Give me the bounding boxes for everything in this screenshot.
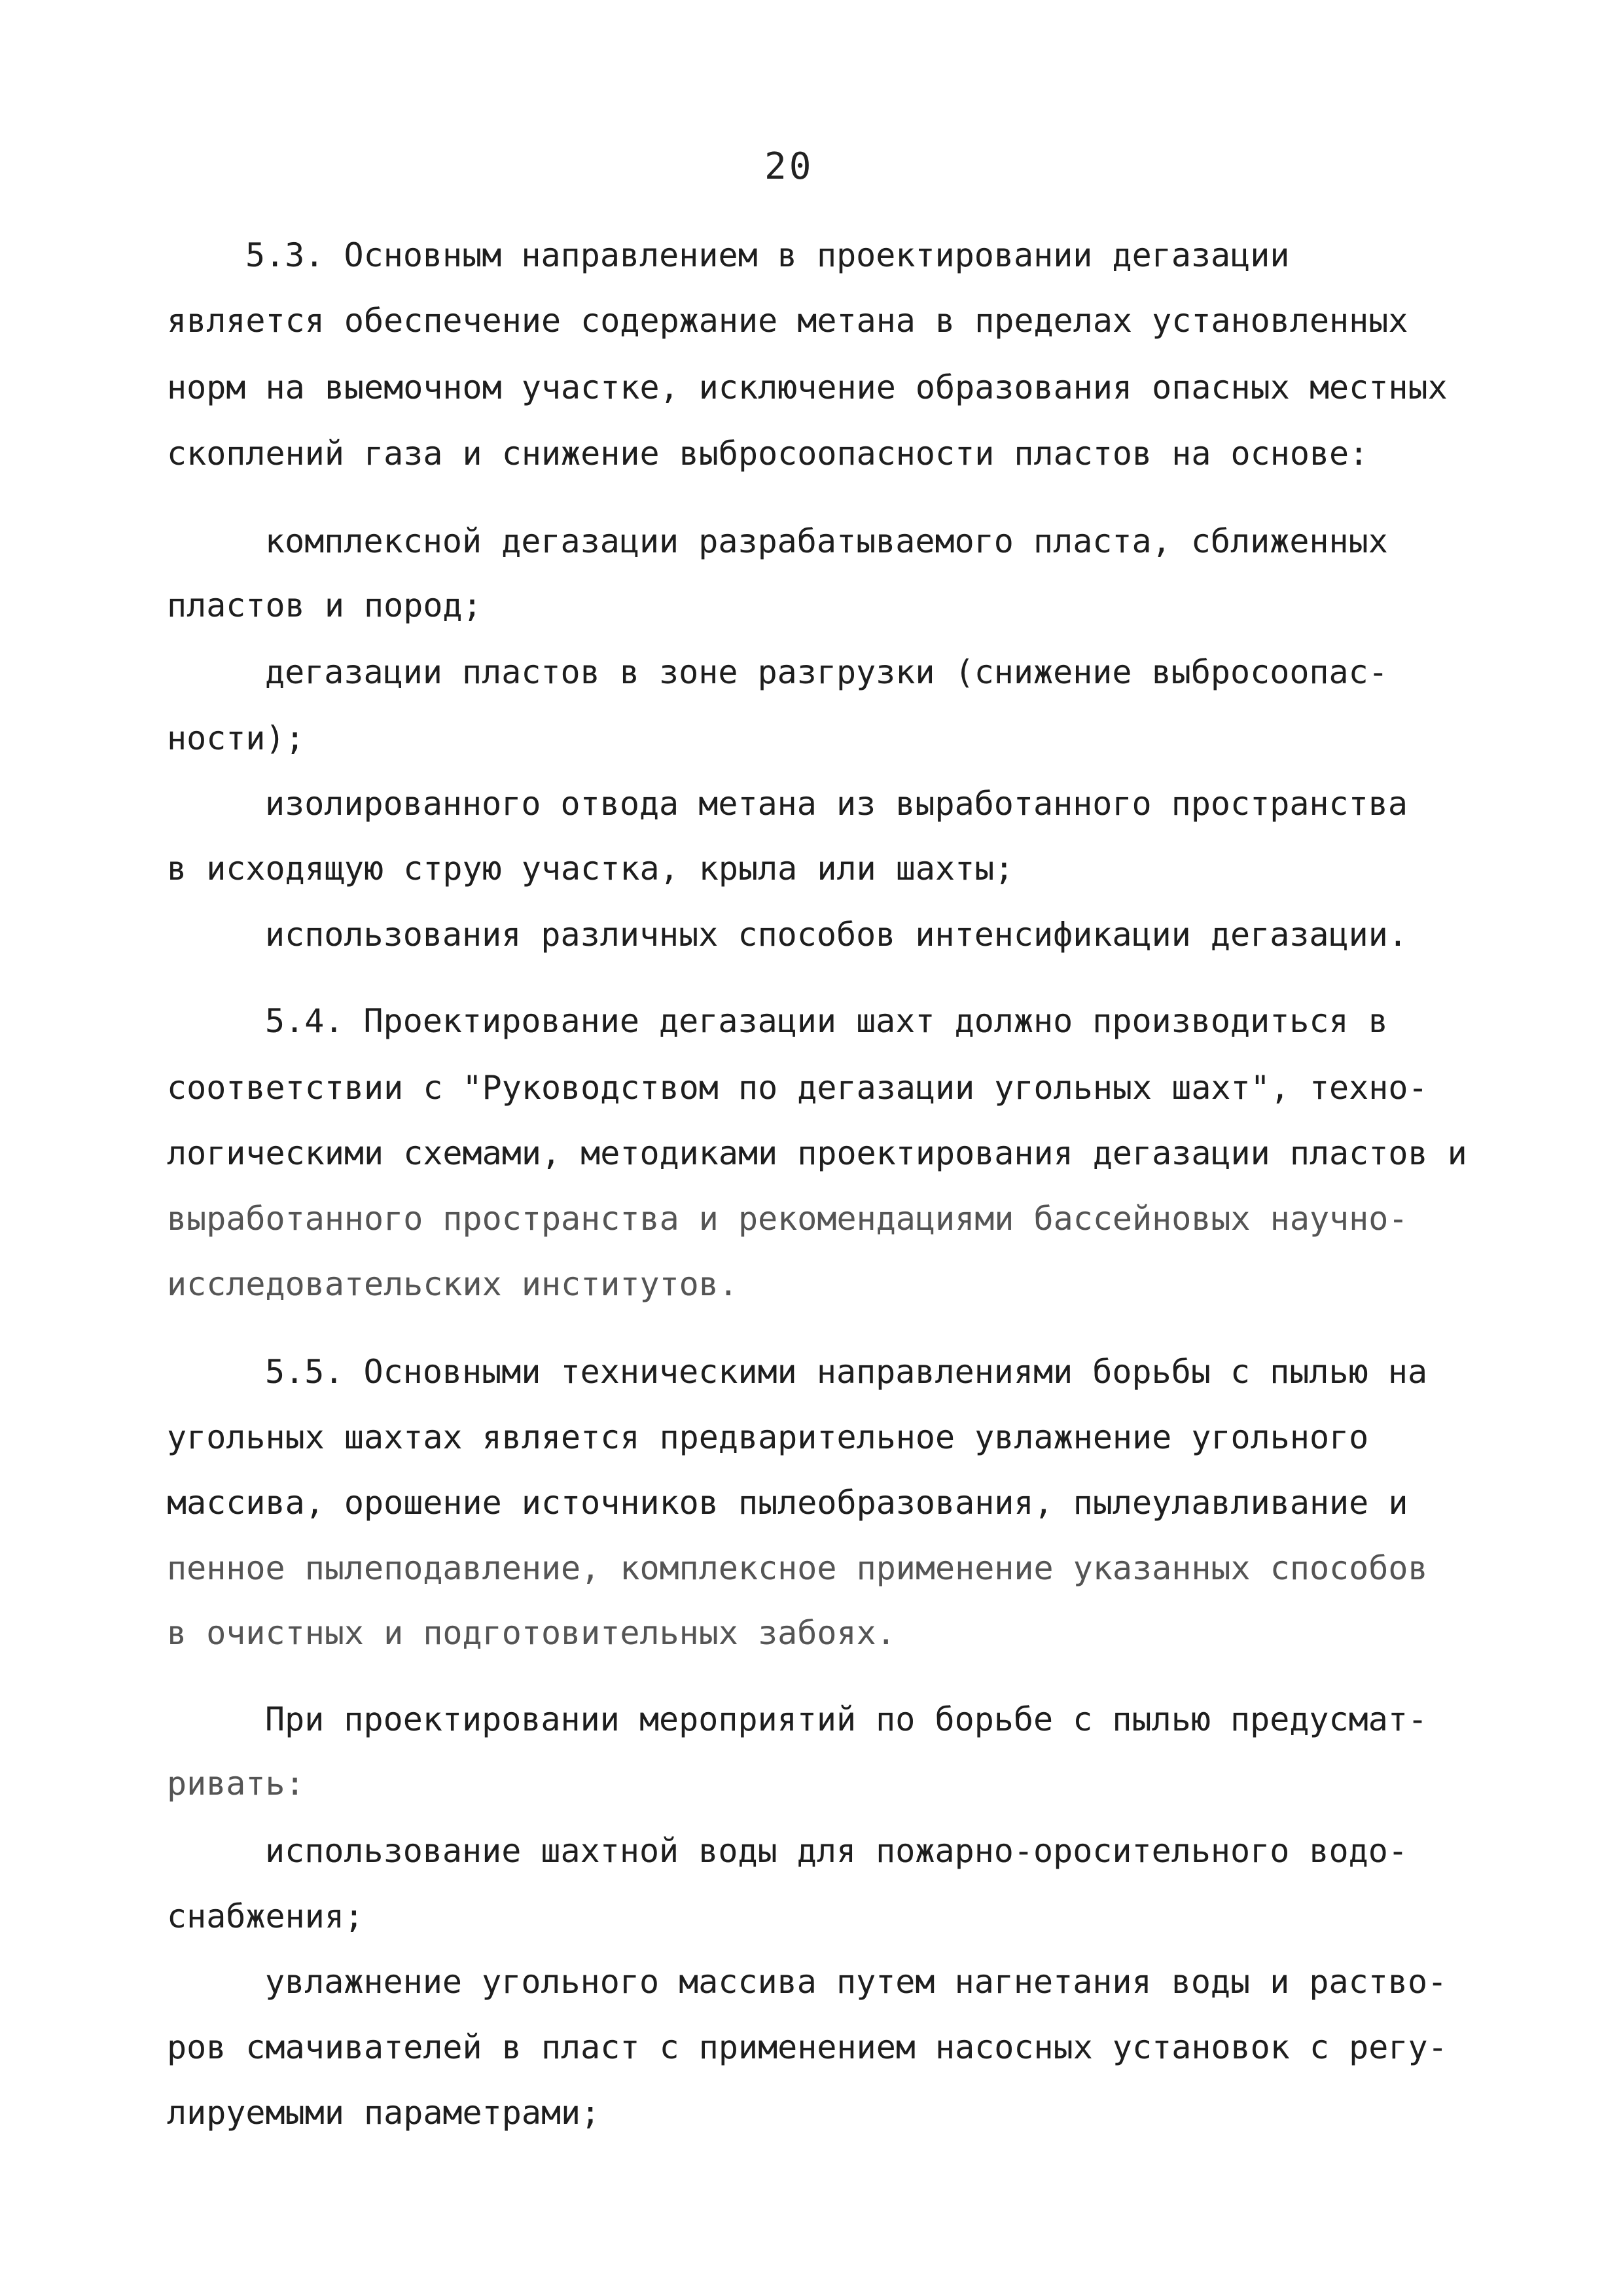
text-line: При проектировании мероприятий по борьбе с пылью предусмат- bbox=[265, 1700, 1428, 1738]
text-line: 5.3. Основным направлением в проектировании дегазации bbox=[245, 236, 1290, 274]
text-line: ров смачивателей в пласт с применением насосных установок с регу- bbox=[167, 2028, 1448, 2066]
text-line: норм на выемочном участке, исключение образования опасных местных bbox=[167, 368, 1448, 406]
text-line: исследовательских институтов. bbox=[167, 1265, 738, 1303]
text-line: в очистных и подготовительных забоях. bbox=[167, 1614, 896, 1652]
text-line: логическими схемами, методиками проектирования дегазации пластов и bbox=[167, 1134, 1467, 1172]
text-line: изолированного отвода метана из выработанного пространства bbox=[265, 785, 1408, 823]
text-line: ности); bbox=[167, 719, 305, 757]
text-line: снабжения; bbox=[167, 1897, 365, 1935]
page-number: 20 bbox=[764, 145, 814, 188]
text-line: в исходящую струю участка, крыла или шахты; bbox=[167, 850, 1014, 888]
text-line: комплексной дегазации разрабатываемого пласта, сближенных bbox=[265, 522, 1388, 560]
text-line: массива, орошение источников пылеобразования, пылеулавливание и bbox=[167, 1484, 1408, 1522]
text-line: является обеспечение содержание метана в пределах установленных bbox=[167, 302, 1408, 340]
text-line: скоплений газа и снижение выбросоопасности пластов на основе: bbox=[167, 435, 1369, 473]
text-line: использования различных способов интенсификации дегазации. bbox=[265, 916, 1408, 954]
text-line: 5.4. Проектирование дегазации шахт должно производиться в bbox=[265, 1002, 1388, 1040]
text-line: увлажнение угольного массива путем нагнетания воды и раство- bbox=[265, 1963, 1448, 2001]
text-line: выработанного пространства и рекомендациями бассейновых научно- bbox=[167, 1200, 1408, 1238]
text-line: дегазации пластов в зоне разгрузки (снижение выбросоопас- bbox=[265, 653, 1388, 691]
text-line: пенное пылеподавление, комплексное применение указанных способов bbox=[167, 1549, 1428, 1587]
text-line: пластов и пород; bbox=[167, 586, 482, 624]
text-line: лируемыми параметрами; bbox=[167, 2094, 601, 2132]
text-line: 5.5. Основными техническими направлениями борьбы с пылью на bbox=[265, 1353, 1428, 1391]
text-line: угольных шахтах является предварительное увлажнение угольного bbox=[167, 1418, 1369, 1456]
text-line: использование шахтной воды для пожарно-оросительного водо- bbox=[265, 1832, 1408, 1870]
text-line: соответствии с "Руководством по дегазации угольных шахт", техно- bbox=[167, 1069, 1428, 1107]
text-line: ривать: bbox=[167, 1765, 305, 1803]
